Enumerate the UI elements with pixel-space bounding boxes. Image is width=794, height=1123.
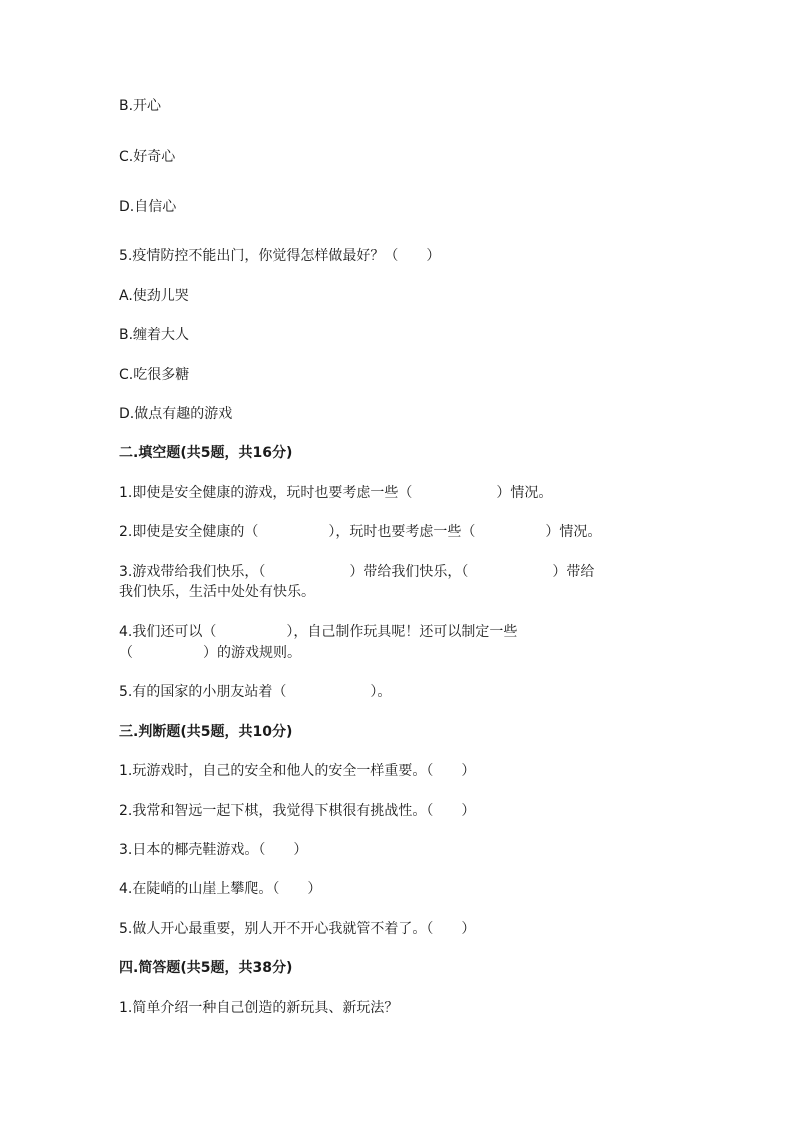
q5-option-a: A.使劲儿哭	[119, 288, 189, 304]
fill-q2: 2.即使是安全健康的（ ），玩时也要考虑一些（ ）情况。	[119, 524, 602, 540]
judge-q4: 4.在陡峭的山崖上攀爬。（ ）	[119, 881, 322, 897]
fill-q4-line1: 4.我们还可以（ ），自己制作玩具呢！还可以制定一些	[119, 624, 518, 640]
fill-q4-line2: （ ）的游戏规则。	[119, 645, 301, 661]
section2-heading: 二.填空题(共5题，共16分)	[119, 445, 293, 461]
fill-q3-line1: 3.游戏带给我们快乐，（ ）带给我们快乐，（ ）带给	[119, 564, 595, 580]
q4-option-d: D.自信心	[119, 199, 177, 215]
judge-q5: 5.做人开心最重要，别人开不开心我就管不着了。（ ）	[119, 921, 476, 937]
q5-question: 5.疫情防控不能出门，你觉得怎样做最好？（ ）	[119, 248, 441, 264]
q4-option-c: C.好奇心	[119, 149, 176, 165]
section3-heading: 三.判断题(共5题，共10分)	[119, 724, 293, 740]
q5-option-d: D.做点有趣的游戏	[119, 406, 233, 422]
section4-heading: 四.简答题(共5题，共38分)	[119, 960, 293, 976]
q5-option-b: B.缠着大人	[119, 327, 190, 343]
q4-option-b: B.开心	[119, 98, 162, 114]
judge-q3: 3.日本的椰壳鞋游戏。（ ）	[119, 842, 308, 858]
fill-q5: 5.有的国家的小朋友站着（ ）。	[119, 684, 392, 700]
short-answer-q1: 1.简单介绍一种自己创造的新玩具、新玩法？	[119, 1000, 399, 1016]
judge-q2: 2.我常和智远一起下棋，我觉得下棋很有挑战性。（ ）	[119, 803, 476, 819]
fill-q1: 1.即使是安全健康的游戏，玩时也要考虑一些（ ）情况。	[119, 485, 553, 501]
q5-option-c: C.吃很多糖	[119, 367, 190, 383]
judge-q1: 1.玩游戏时，自己的安全和他人的安全一样重要。（ ）	[119, 763, 476, 779]
fill-q3-line2: 我们快乐，生活中处处有快乐。	[119, 584, 315, 600]
